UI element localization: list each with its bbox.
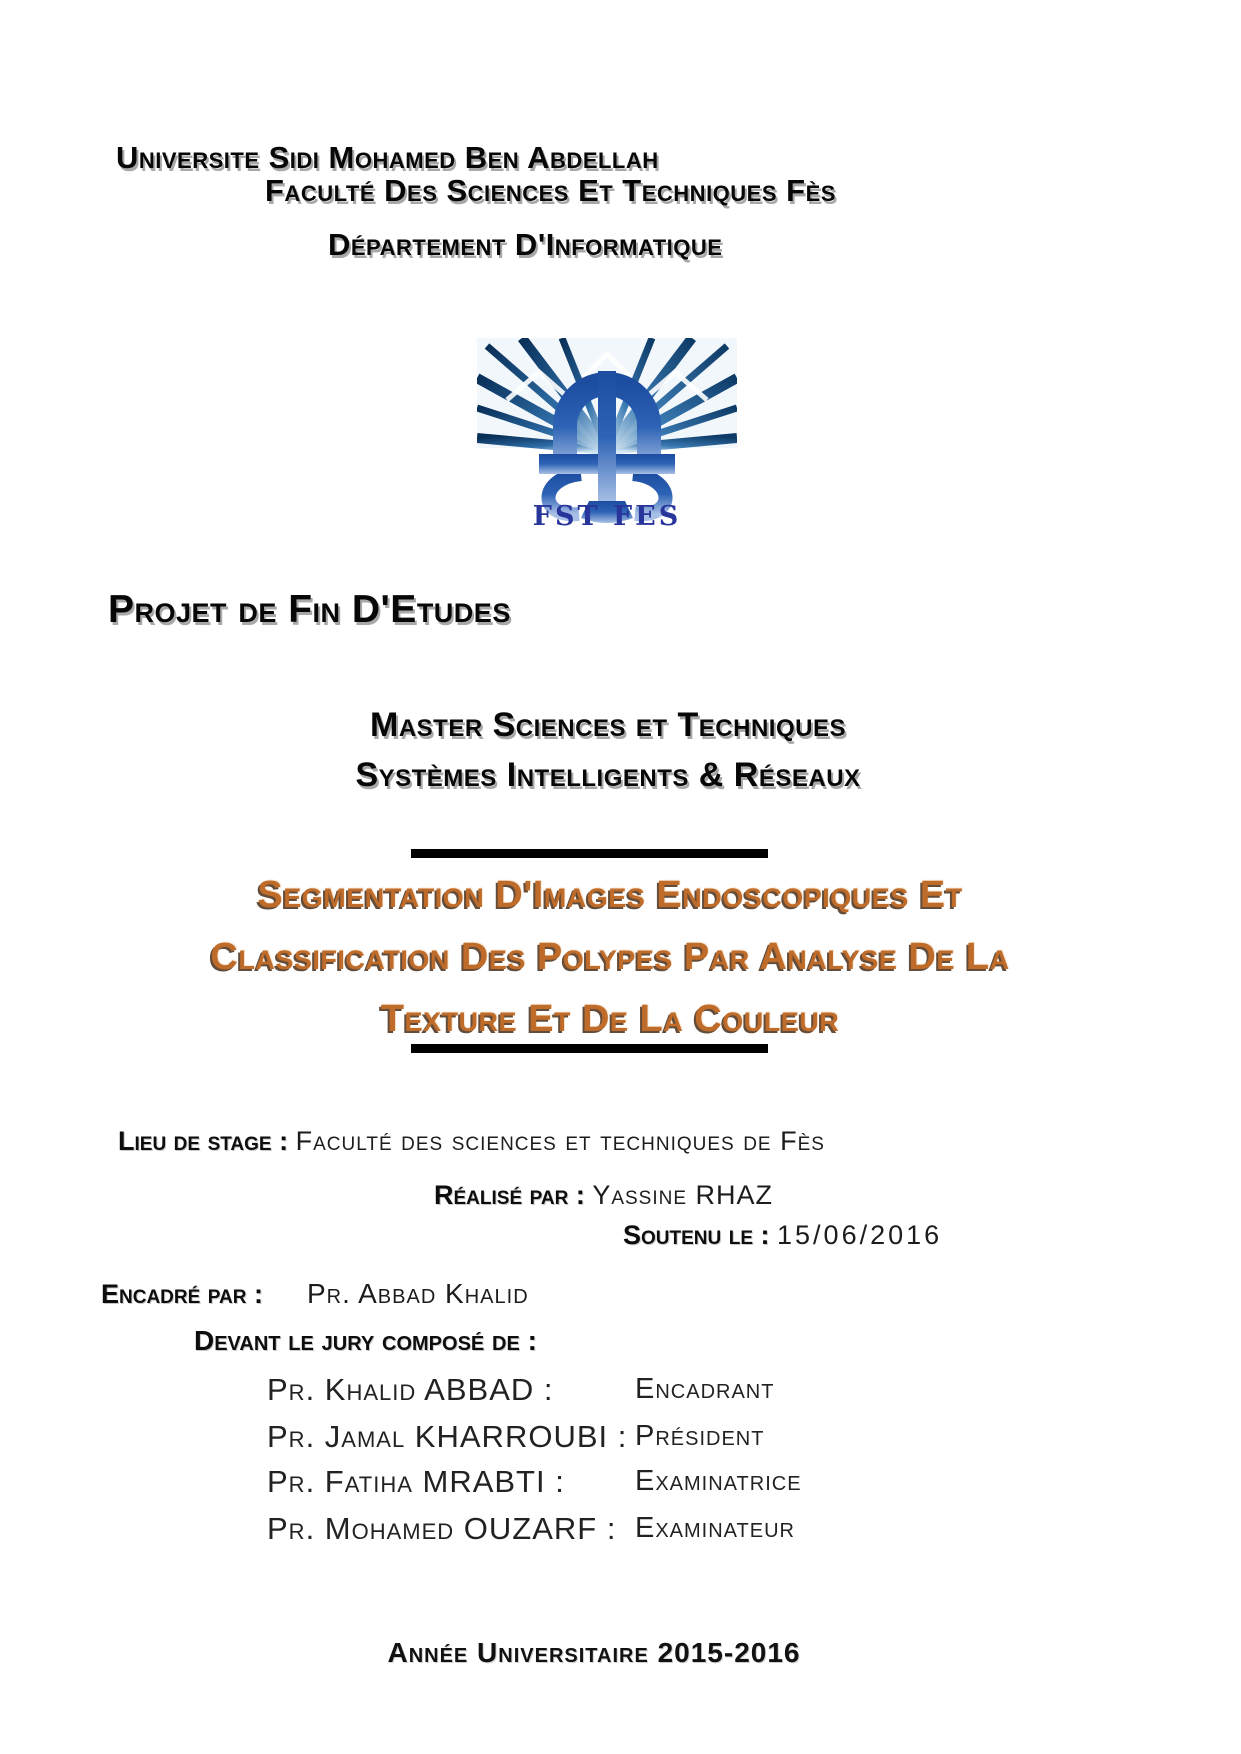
degree-line-2: Systèmes Intelligents & Réseaux bbox=[355, 756, 861, 794]
internship-location-value: Faculté des sciences et techniques de Fès bbox=[295, 1126, 825, 1156]
jury-row bbox=[267, 1464, 1167, 1500]
jury-member-name: Pr. Jamal KHARROUBI : bbox=[267, 1419, 628, 1454]
thesis-title bbox=[110, 864, 1110, 1050]
supervisor-line bbox=[101, 1278, 529, 1310]
jury-row bbox=[267, 1511, 1167, 1547]
thesis-title-line-2: Classification Des Polypes Par Analyse De La bbox=[210, 936, 1010, 978]
academic-year: Année Universitaire 2015-2016 bbox=[387, 1637, 801, 1668]
project-type-title: Projet de Fin D'Etudes bbox=[108, 588, 511, 631]
jury-row bbox=[267, 1372, 1167, 1408]
title-divider-bottom bbox=[411, 1044, 768, 1053]
degree-line-1: Master Sciences et Techniques bbox=[370, 706, 846, 744]
thesis-title-line-1: Segmentation D'Images Endoscopiques Et bbox=[257, 874, 963, 916]
department-name: Département D'Informatique bbox=[328, 227, 723, 262]
jury-heading: Devant le jury composé de : bbox=[194, 1325, 537, 1356]
supervisor-value: Pr. Abbad Khalid bbox=[307, 1278, 529, 1309]
jury-member-role: Encadrant bbox=[635, 1373, 775, 1405]
defense-date-value: 15/06/2016 bbox=[777, 1220, 943, 1250]
thesis-title-line-3: Texture Et De La Couleur bbox=[380, 998, 840, 1040]
internship-location-label: Lieu de stage : bbox=[118, 1126, 296, 1156]
jury-member-name: Pr. Fatiha MRABTI : bbox=[267, 1464, 565, 1499]
internship-location-line bbox=[118, 1126, 825, 1157]
defense-date-line bbox=[623, 1220, 942, 1251]
institution-name: Universite Sidi Mohamed Ben Abdellah bbox=[116, 140, 659, 175]
jury-member-role: Examinateur bbox=[635, 1512, 795, 1544]
author-label: Réalisé par : bbox=[434, 1180, 593, 1210]
fst-fes-logo bbox=[477, 338, 737, 538]
defense-date-label: Soutenu le : bbox=[623, 1220, 778, 1250]
supervisor-label: Encadré par : bbox=[101, 1279, 263, 1309]
jury-member-role: Président bbox=[635, 1420, 765, 1452]
author-value: Yassine RHAZ bbox=[592, 1180, 774, 1210]
fst-logo-graphic bbox=[477, 338, 737, 528]
jury-member-name: Pr. Khalid ABBAD : bbox=[267, 1372, 554, 1407]
title-divider-top bbox=[411, 849, 768, 858]
jury-member-name: Pr. Mohamed OUZARF : bbox=[267, 1511, 617, 1546]
logo-caption: FST FES bbox=[532, 501, 682, 532]
author-line bbox=[434, 1180, 773, 1211]
jury-member-role: Examinatrice bbox=[635, 1465, 802, 1497]
faculty-name: Faculté Des Sciences Et Techniques Fès bbox=[265, 173, 836, 208]
jury-row bbox=[267, 1419, 1167, 1455]
